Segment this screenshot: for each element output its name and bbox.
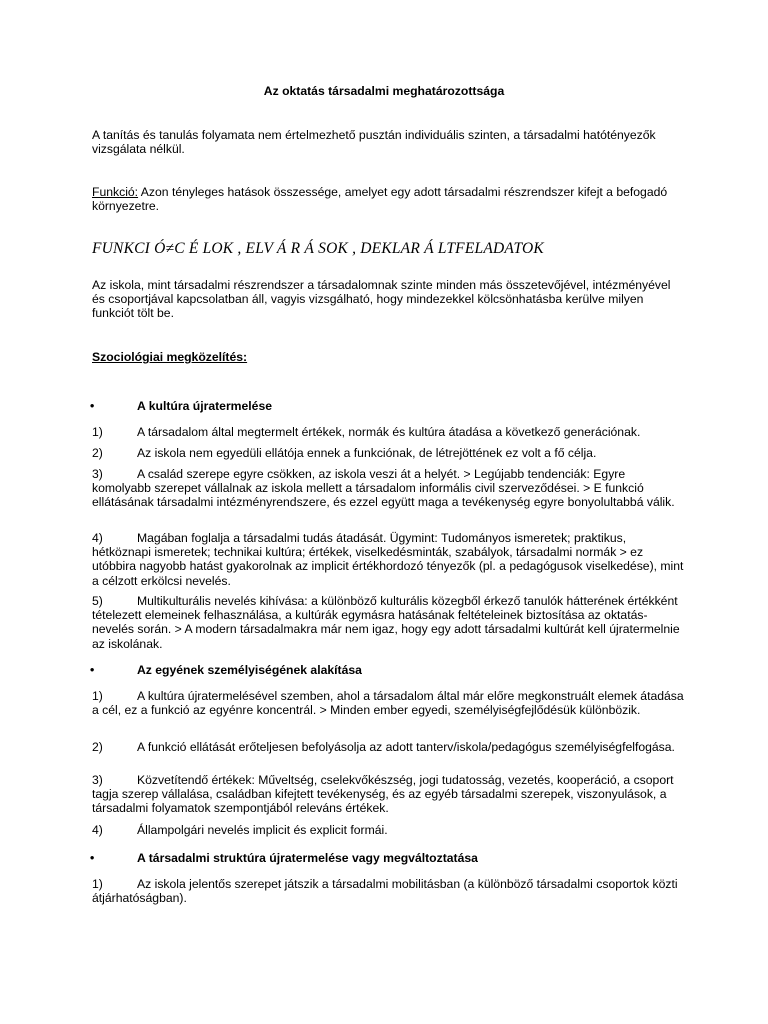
intro-paragraph: A tanítás és tanulás folyamata nem értelmezhető pusztán individuális szinten, a társadalmi hatótényezők vizsgálata nélkül. (92, 128, 656, 157)
list-item: 3) Közvetítendő értékek: Műveltség, cselekvőkészség, jogi tudatosság, vezetés, kooperáció, a csoport tagja szerep vállalása, családban kifejtett tevékenység, és az egyéb társadalmi szerepek, viszonyulások, a társadalmi folyamatok szempontjából releváns értékek. (92, 773, 674, 816)
list-item: 2) A funkció ellátását erőteljesen befolyásolja az adott tanterv/iskola/pedagógus személyiségfelfogása. (92, 740, 675, 754)
section-heading: Az egyének személyiségének alakítása (137, 663, 362, 677)
list-item: 4) Magában foglalja a társadalmi tudás átadását. Ügymint: Tudományos ismeretek; praktikus, hétköznapi ismeretek; technikai kultúra; értékek, viselkedésminták, szabályok, társadalmi normák > ez utóbbira nagyobb hatást gyakorolnak az implicit értékhordozó tényezők (pl. a pedagógusok viselkedése), mint a célzott erkölcsi nevelés. (92, 531, 684, 588)
szociologiai-heading: Szociológiai megközelítés: (92, 350, 248, 364)
funkcio-label: Funkció: (92, 185, 139, 199)
section-bullet: • (90, 399, 95, 413)
funkcio-paragraph (92, 185, 684, 213)
document-title: Az oktatás társadalmi meghatározottsága (263, 84, 505, 98)
section-heading: A kultúra újratermelése (137, 399, 273, 413)
list-item: 1) A kultúra újratermelésével szemben, ahol a társadalom által már előre megkonstruált elemek átadása a cél, ez a funkció az egyénre koncentrál. > Minden ember egyedi, személyiségfejlődésük különbözik. (92, 689, 684, 718)
section-bullet: • (90, 663, 95, 677)
funkcio-text: Azon tényleges hatások összessége, amelyet egy adott társadalmi részrendszer kifejt a befogadó környezetre. (92, 185, 668, 214)
list-item: 1) Az iskola jelentős szerepet játszik a társadalmi mobilitásban (a különböző társadalmi csoportok közti átjárhatóságban). (92, 877, 678, 906)
iskola-paragraph: Az iskola, mint társadalmi részrendszer a társadalomnak szinte minden más összetevőjével, intézményével és csoportjával kapcsolatban áll, vagyis vizsgálható, hogy mindezekkel kölcsönhatásba kerülve milyen funkciót tölt be. (92, 278, 671, 321)
list-item: 2) Az iskola nem egyedüli ellátója ennek a funkciónak, de létrejöttének ez volt a fő célja. (92, 446, 597, 460)
section-heading: A társadalmi struktúra újratermelése vagy megváltoztatása (137, 851, 478, 865)
list-item: 1) A társadalom által megtermelt értékek, normák és kultúra átadása a következő generációnak. (92, 425, 641, 439)
formula-line: FUNKCI Ó≠C É LOK , ELV Á R Á SOK , DEKLAR Á LTFELADATOK (92, 240, 544, 257)
list-item: 3) A család szerepe egyre csökken, az iskola veszi át a helyét. > Legújabb tendenciák: Egyre komolyabb szerepet vállalnak az iskola mellett a társadalom informális civil szerveződései. > E funkció ellátásának társadalmi intézményrendszere, és ezzel együtt maga a tevékenység egyre bonyolultabbá válik. (92, 467, 675, 510)
list-item: 4) Állampolgári nevelés implicit és explicit formái. (92, 823, 388, 837)
section-bullet: • (90, 851, 95, 865)
list-item: 5) Multikulturális nevelés kihívása: a különböző kulturális közegből érkező tanulók hátterének értékként tételezett elemeinek felhasználása, a kultúrák egymásra hatásának feltételeinek biztosítása az oktatás-nevelés során. > A modern társadalmakra már nem igaz, hogy egy adott társadalmi kultúrát kell újratermelnie az iskolának. (92, 594, 680, 651)
